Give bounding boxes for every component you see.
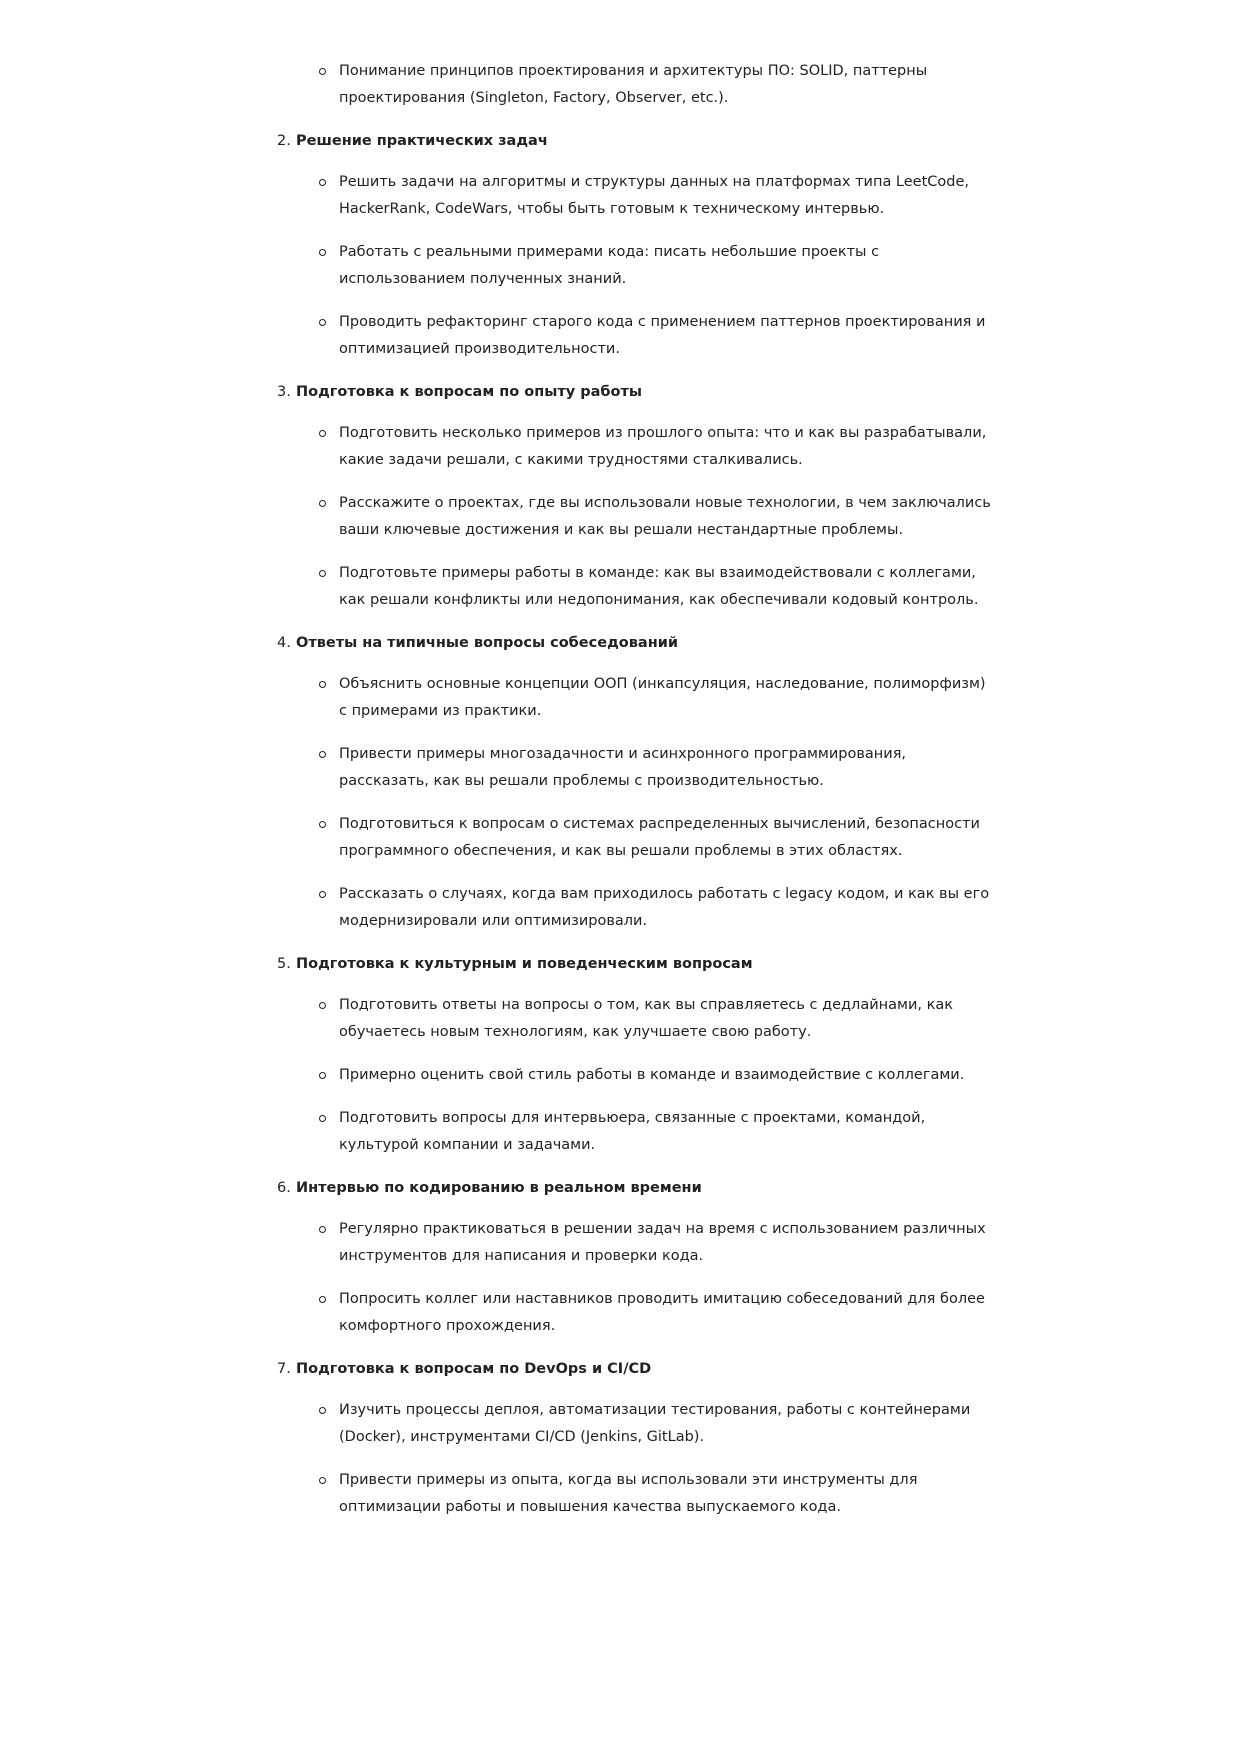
- list-item: Регулярно практиковаться в решении задач на время с использованием различных инструментов для написания и проверки кода.: [339, 1216, 997, 1270]
- section-heading: [277, 128, 997, 155]
- list-item: Расскажите о проектах, где вы использовали новые технологии, в чем заключались ваши ключевые достижения и как вы решали нестандартные проблемы.: [339, 490, 997, 544]
- section-title: Ответы на типичные вопросы собеседований: [296, 635, 679, 651]
- list-item: Подготовьте примеры работы в команде: как вы взаимодействовали с коллегами, как решали конфликты или недопонимания, как обеспечивали кодовый контроль.: [339, 560, 997, 614]
- section-list: [277, 671, 997, 935]
- list-item: Подготовить несколько примеров из прошлого опыта: что и как вы разрабатывали, какие задачи решали, с какими трудностями сталкивались.: [339, 420, 997, 474]
- section-heading: [277, 951, 997, 978]
- section-number: 3.: [277, 384, 291, 400]
- list-item: Проводить рефакторинг старого кода с применением паттернов проектирования и оптимизацией производительности.: [339, 309, 997, 363]
- list-item: Решить задачи на алгоритмы и структуры данных на платформах типа LeetCode, HackerRank, CodeWars, чтобы быть готовым к техническому интервью.: [339, 169, 997, 223]
- section-list: [277, 1397, 997, 1521]
- list-item: Работать с реальными примерами кода: писать небольшие проекты с использованием полученных знаний.: [339, 239, 997, 293]
- section-list: [277, 420, 997, 614]
- list-item: Изучить процессы деплоя, автоматизации тестирования, работы с контейнерами (Docker), инструментами CI/CD (Jenkins, GitLab).: [339, 1397, 997, 1451]
- section-4: [277, 630, 997, 935]
- list-item: Примерно оценить свой стиль работы в команде и взаимодействие с коллегами.: [339, 1062, 997, 1089]
- section-heading: [277, 1175, 997, 1202]
- list-item: Рассказать о случаях, когда вам приходилось работать с legacy кодом, и как вы его модернизировали или оптимизировали.: [339, 881, 997, 935]
- section-title: Подготовка к культурным и поведенческим вопросам: [296, 956, 753, 972]
- section-title: Подготовка к вопросам по DevOps и CI/CD: [296, 1361, 652, 1377]
- list-item: Объяснить основные концепции ООП (инкапсуляция, наследование, полиморфизм) с примерами из практики.: [339, 671, 997, 725]
- section-number: 4.: [277, 635, 291, 651]
- intro-list: [277, 58, 997, 112]
- document-content: [277, 58, 997, 1537]
- section-6: [277, 1175, 997, 1340]
- list-item: Подготовиться к вопросам о системах распределенных вычислений, безопасности программного обеспечения, и как вы решали проблемы в этих областях.: [339, 811, 997, 865]
- list-item: Привести примеры из опыта, когда вы использовали эти инструменты для оптимизации работы и повышения качества выпускаемого кода.: [339, 1467, 997, 1521]
- section-7: [277, 1356, 997, 1521]
- section-number: 5.: [277, 956, 291, 972]
- section-heading: [277, 630, 997, 657]
- section-title: Решение практических задач: [296, 133, 548, 149]
- list-item: Привести примеры многозадачности и асинхронного программирования, рассказать, как вы решали проблемы с производительностью.: [339, 741, 997, 795]
- section-3: [277, 379, 997, 614]
- section-title: Подготовка к вопросам по опыту работы: [296, 384, 643, 400]
- section-heading: [277, 1356, 997, 1383]
- section-2: [277, 128, 997, 363]
- section-number: 2.: [277, 133, 291, 149]
- section-5: [277, 951, 997, 1159]
- section-list: [277, 1216, 997, 1340]
- section-number: 6.: [277, 1180, 291, 1196]
- section-list: [277, 169, 997, 363]
- list-item: Попросить коллег или наставников проводить имитацию собеседований для более комфортного прохождения.: [339, 1286, 997, 1340]
- list-item: Подготовить ответы на вопросы о том, как вы справляетесь с дедлайнами, как обучаетесь новым технологиям, как улучшаете свою работу.: [339, 992, 997, 1046]
- section-list: [277, 992, 997, 1159]
- section-number: 7.: [277, 1361, 291, 1377]
- section-heading: [277, 379, 997, 406]
- list-item: Подготовить вопросы для интервьюера, связанные с проектами, командой, культурой компании и задачами.: [339, 1105, 997, 1159]
- list-item: Понимание принципов проектирования и архитектуры ПО: SOLID, паттерны проектирования (Singleton, Factory, Observer, etc.).: [339, 58, 997, 112]
- section-title: Интервью по кодированию в реальном времени: [296, 1180, 702, 1196]
